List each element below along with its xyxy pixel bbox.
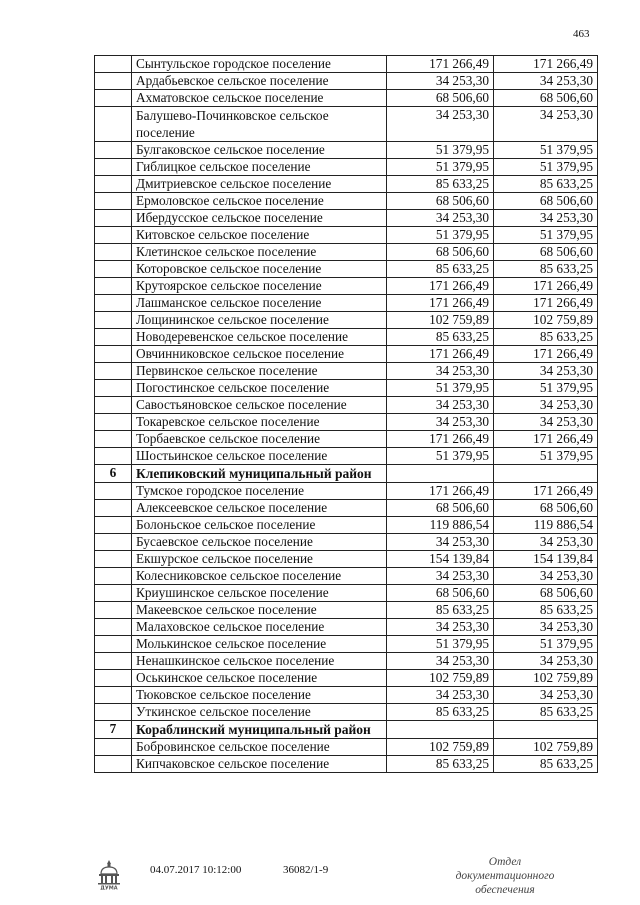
allocation-value-2: 85 633,25 bbox=[494, 176, 598, 193]
allocation-value-1: 171 266,49 bbox=[387, 431, 494, 448]
settlement-name: Тюковское сельское поселение bbox=[132, 687, 387, 704]
allocation-value-1: 68 506,60 bbox=[387, 193, 494, 210]
settlement-name: Алексеевское сельское поселение bbox=[132, 500, 387, 517]
settlement-name: Погостинское сельское поселение bbox=[132, 380, 387, 397]
allocation-value-2: 85 633,25 bbox=[494, 602, 598, 619]
allocation-value-2: 171 266,49 bbox=[494, 278, 598, 295]
settlement-row bbox=[95, 142, 598, 159]
row-number bbox=[95, 585, 132, 602]
settlement-row bbox=[95, 176, 598, 193]
allocation-value-1: 34 253,30 bbox=[387, 73, 494, 90]
allocation-table-body bbox=[95, 56, 598, 773]
allocation-value-2: 68 506,60 bbox=[494, 244, 598, 261]
settlement-name: Ненашкинское сельское поселение bbox=[132, 653, 387, 670]
allocation-value-2: 34 253,30 bbox=[494, 414, 598, 431]
row-number bbox=[95, 244, 132, 261]
settlement-row bbox=[95, 687, 598, 704]
district-name: Кораблинский муниципальный район bbox=[132, 721, 387, 739]
row-number bbox=[95, 210, 132, 227]
settlement-name: Бусаевское сельское поселение bbox=[132, 534, 387, 551]
settlement-name: Уткинское сельское поселение bbox=[132, 704, 387, 721]
allocation-value-2: 171 266,49 bbox=[494, 56, 598, 73]
settlement-row bbox=[95, 517, 598, 534]
settlement-name: Оськинское сельское поселение bbox=[132, 670, 387, 687]
allocation-value-1: 34 253,30 bbox=[387, 653, 494, 670]
settlement-row bbox=[95, 278, 598, 295]
settlement-row bbox=[95, 756, 598, 773]
settlement-name: Сынтульское городское поселение bbox=[132, 56, 387, 73]
settlement-row bbox=[95, 670, 598, 687]
settlement-row bbox=[95, 431, 598, 448]
allocation-value-1: 34 253,30 bbox=[387, 534, 494, 551]
settlement-name: Овчинниковское сельское поселение bbox=[132, 346, 387, 363]
allocation-value-2: 102 759,89 bbox=[494, 670, 598, 687]
allocation-value-2: 51 379,95 bbox=[494, 227, 598, 244]
allocation-value-2: 51 379,95 bbox=[494, 380, 598, 397]
settlement-row bbox=[95, 585, 598, 602]
settlement-name: Шостьинское сельское поселение bbox=[132, 448, 387, 465]
allocation-value-2: 102 759,89 bbox=[494, 312, 598, 329]
footer-document-number: 36082/1-9 bbox=[283, 864, 329, 876]
allocation-value-1: 68 506,60 bbox=[387, 90, 494, 107]
department-stamp: Отдел документационного обеспечения bbox=[455, 856, 555, 896]
row-number bbox=[95, 312, 132, 329]
allocation-value-2: 34 253,30 bbox=[494, 687, 598, 704]
settlement-row bbox=[95, 636, 598, 653]
settlement-name: Тумское городское поселение bbox=[132, 483, 387, 500]
allocation-value-2: 34 253,30 bbox=[494, 107, 598, 142]
row-number bbox=[95, 414, 132, 431]
row-number bbox=[95, 534, 132, 551]
row-number bbox=[95, 687, 132, 704]
settlement-name: Крутоярское сельское поселение bbox=[132, 278, 387, 295]
settlement-name: Молькинское сельское поселение bbox=[132, 636, 387, 653]
settlement-row bbox=[95, 602, 598, 619]
row-number bbox=[95, 670, 132, 687]
row-number bbox=[95, 346, 132, 363]
allocation-value-1: 102 759,89 bbox=[387, 312, 494, 329]
settlement-name: Клетинское сельское поселение bbox=[132, 244, 387, 261]
allocation-value-2: 34 253,30 bbox=[494, 397, 598, 414]
allocation-value-1: 34 253,30 bbox=[387, 687, 494, 704]
settlement-row bbox=[95, 414, 598, 431]
allocation-value-1: 34 253,30 bbox=[387, 568, 494, 585]
settlement-name: Савостьяновское сельское поселение bbox=[132, 397, 387, 414]
allocation-value-2: 102 759,89 bbox=[494, 739, 598, 756]
allocation-value-1 bbox=[387, 465, 494, 483]
allocation-value-1: 102 759,89 bbox=[387, 670, 494, 687]
settlement-row bbox=[95, 380, 598, 397]
district-row bbox=[95, 721, 598, 739]
allocation-value-2 bbox=[494, 721, 598, 739]
allocation-value-2: 85 633,25 bbox=[494, 704, 598, 721]
allocation-value-2: 34 253,30 bbox=[494, 210, 598, 227]
allocation-value-2: 154 139,84 bbox=[494, 551, 598, 568]
allocation-value-2: 34 253,30 bbox=[494, 568, 598, 585]
row-number bbox=[95, 551, 132, 568]
row-number bbox=[95, 261, 132, 278]
duma-logo-icon bbox=[96, 858, 122, 890]
allocation-value-2: 85 633,25 bbox=[494, 261, 598, 278]
settlement-name: Китовское сельское поселение bbox=[132, 227, 387, 244]
settlement-row bbox=[95, 244, 598, 261]
row-number bbox=[95, 431, 132, 448]
footer-datetime: 04.07.2017 10:12:00 bbox=[150, 864, 242, 876]
allocation-value-1: 85 633,25 bbox=[387, 756, 494, 773]
row-number bbox=[95, 90, 132, 107]
allocation-value-1: 85 633,25 bbox=[387, 176, 494, 193]
row-number bbox=[95, 500, 132, 517]
settlement-row bbox=[95, 568, 598, 585]
settlement-name: Которовское сельское поселение bbox=[132, 261, 387, 278]
allocation-value-2: 34 253,30 bbox=[494, 534, 598, 551]
row-number bbox=[95, 704, 132, 721]
settlement-name: Первинское сельское поселение bbox=[132, 363, 387, 380]
settlement-row bbox=[95, 448, 598, 465]
allocation-value-1: 119 886,54 bbox=[387, 517, 494, 534]
allocation-value-2: 171 266,49 bbox=[494, 295, 598, 312]
allocation-value-1: 171 266,49 bbox=[387, 56, 494, 73]
allocation-value-1: 51 379,95 bbox=[387, 636, 494, 653]
allocation-value-2: 34 253,30 bbox=[494, 653, 598, 670]
row-number bbox=[95, 397, 132, 414]
settlement-name: Гиблицкое сельское поселение bbox=[132, 159, 387, 176]
settlement-name: Макеевское сельское поселение bbox=[132, 602, 387, 619]
allocation-value-1: 85 633,25 bbox=[387, 704, 494, 721]
allocation-value-2 bbox=[494, 465, 598, 483]
settlement-name: Новодеревенское сельское поселение bbox=[132, 329, 387, 346]
row-number bbox=[95, 756, 132, 773]
allocation-value-1: 34 253,30 bbox=[387, 210, 494, 227]
settlement-name: Лашманское сельское поселение bbox=[132, 295, 387, 312]
settlement-row bbox=[95, 159, 598, 176]
allocation-value-2: 34 253,30 bbox=[494, 363, 598, 380]
allocation-value-2: 34 253,30 bbox=[494, 73, 598, 90]
allocation-value-2: 51 379,95 bbox=[494, 159, 598, 176]
allocation-value-1: 85 633,25 bbox=[387, 261, 494, 278]
settlement-name: Ибердусское сельское поселение bbox=[132, 210, 387, 227]
district-name: Клепиковский муниципальный район bbox=[132, 465, 387, 483]
row-number bbox=[95, 653, 132, 670]
settlement-row bbox=[95, 346, 598, 363]
settlement-row bbox=[95, 551, 598, 568]
row-number bbox=[95, 636, 132, 653]
settlement-row bbox=[95, 227, 598, 244]
settlement-row bbox=[95, 312, 598, 329]
settlement-name: Ардабьевское сельское поселение bbox=[132, 73, 387, 90]
settlement-row bbox=[95, 295, 598, 312]
settlement-row bbox=[95, 653, 598, 670]
allocation-value-1: 171 266,49 bbox=[387, 346, 494, 363]
allocation-value-1: 51 379,95 bbox=[387, 227, 494, 244]
row-number bbox=[95, 56, 132, 73]
page-footer bbox=[0, 850, 640, 905]
settlement-row bbox=[95, 73, 598, 90]
allocation-value-2: 68 506,60 bbox=[494, 585, 598, 602]
settlement-name: Колесниковское сельское поселение bbox=[132, 568, 387, 585]
settlement-row bbox=[95, 739, 598, 756]
row-number bbox=[95, 363, 132, 380]
settlement-row bbox=[95, 483, 598, 500]
allocation-value-1: 34 253,30 bbox=[387, 414, 494, 431]
settlement-name: Булгаковское сельское поселение bbox=[132, 142, 387, 159]
allocation-value-1: 51 379,95 bbox=[387, 448, 494, 465]
duma-logo-text: ДУМА bbox=[100, 885, 118, 890]
allocation-value-1: 51 379,95 bbox=[387, 142, 494, 159]
row-number bbox=[95, 193, 132, 210]
allocation-value-1: 85 633,25 bbox=[387, 329, 494, 346]
settlement-name: Криушинское сельское поселение bbox=[132, 585, 387, 602]
allocation-value-2: 68 506,60 bbox=[494, 500, 598, 517]
allocation-value-1: 34 253,30 bbox=[387, 397, 494, 414]
row-number bbox=[95, 483, 132, 500]
row-number bbox=[95, 602, 132, 619]
allocation-value-1: 171 266,49 bbox=[387, 483, 494, 500]
settlement-name: Ахматовское сельское поселение bbox=[132, 90, 387, 107]
settlement-row bbox=[95, 193, 598, 210]
settlement-name: Бобровинское сельское поселение bbox=[132, 739, 387, 756]
row-number bbox=[95, 107, 132, 142]
allocation-value-1: 68 506,60 bbox=[387, 585, 494, 602]
allocation-value-2: 51 379,95 bbox=[494, 636, 598, 653]
settlement-row bbox=[95, 90, 598, 107]
settlement-name: Торбаевское сельское поселение bbox=[132, 431, 387, 448]
row-number bbox=[95, 227, 132, 244]
allocation-value-1: 154 139,84 bbox=[387, 551, 494, 568]
row-number bbox=[95, 142, 132, 159]
allocation-value-1 bbox=[387, 721, 494, 739]
settlement-row bbox=[95, 397, 598, 414]
row-number bbox=[95, 159, 132, 176]
allocation-value-2: 51 379,95 bbox=[494, 142, 598, 159]
row-number bbox=[95, 380, 132, 397]
row-number bbox=[95, 295, 132, 312]
allocation-value-2: 68 506,60 bbox=[494, 90, 598, 107]
settlement-name: Кипчаковское сельское поселение bbox=[132, 756, 387, 773]
settlement-name: Болоньское сельское поселение bbox=[132, 517, 387, 534]
allocation-value-2: 34 253,30 bbox=[494, 619, 598, 636]
settlement-name: Екшурское сельское поселение bbox=[132, 551, 387, 568]
allocation-value-2: 119 886,54 bbox=[494, 517, 598, 534]
settlement-row bbox=[95, 619, 598, 636]
allocation-value-1: 102 759,89 bbox=[387, 739, 494, 756]
row-number bbox=[95, 568, 132, 585]
district-row bbox=[95, 465, 598, 483]
settlement-row bbox=[95, 261, 598, 278]
row-number bbox=[95, 176, 132, 193]
allocation-value-1: 68 506,60 bbox=[387, 500, 494, 517]
row-number bbox=[95, 517, 132, 534]
row-number bbox=[95, 448, 132, 465]
allocation-value-2: 51 379,95 bbox=[494, 448, 598, 465]
allocation-value-2: 171 266,49 bbox=[494, 431, 598, 448]
settlement-row bbox=[95, 704, 598, 721]
allocation-value-1: 34 253,30 bbox=[387, 363, 494, 380]
allocation-value-1: 51 379,95 bbox=[387, 159, 494, 176]
row-number bbox=[95, 73, 132, 90]
settlement-row bbox=[95, 500, 598, 517]
row-number bbox=[95, 619, 132, 636]
allocation-value-1: 85 633,25 bbox=[387, 602, 494, 619]
allocation-value-2: 171 266,49 bbox=[494, 346, 598, 363]
allocation-value-1: 34 253,30 bbox=[387, 107, 494, 142]
row-number bbox=[95, 329, 132, 346]
row-number bbox=[95, 739, 132, 756]
settlement-name: Балушево-Починковское сельское поселение bbox=[132, 107, 387, 142]
settlement-name: Ермоловское сельское поселение bbox=[132, 193, 387, 210]
settlement-name: Дмитриевское сельское поселение bbox=[132, 176, 387, 193]
row-number: 6 bbox=[95, 465, 132, 483]
settlement-row bbox=[95, 329, 598, 346]
allocation-value-2: 68 506,60 bbox=[494, 193, 598, 210]
row-number: 7 bbox=[95, 721, 132, 739]
allocation-value-2: 85 633,25 bbox=[494, 756, 598, 773]
allocation-value-2: 171 266,49 bbox=[494, 483, 598, 500]
allocation-table bbox=[94, 55, 598, 773]
page-number: 463 bbox=[573, 28, 590, 40]
settlement-row bbox=[95, 56, 598, 73]
settlement-row bbox=[95, 107, 598, 142]
allocation-value-1: 34 253,30 bbox=[387, 619, 494, 636]
allocation-value-1: 68 506,60 bbox=[387, 244, 494, 261]
row-number bbox=[95, 278, 132, 295]
settlement-row bbox=[95, 534, 598, 551]
settlement-row bbox=[95, 363, 598, 380]
settlement-name: Токаревское сельское поселение bbox=[132, 414, 387, 431]
allocation-value-1: 171 266,49 bbox=[387, 278, 494, 295]
allocation-value-1: 171 266,49 bbox=[387, 295, 494, 312]
allocation-value-2: 85 633,25 bbox=[494, 329, 598, 346]
settlement-name: Лощининское сельское поселение bbox=[132, 312, 387, 329]
settlement-row bbox=[95, 210, 598, 227]
allocation-value-1: 51 379,95 bbox=[387, 380, 494, 397]
settlement-name: Малаховское сельское поселение bbox=[132, 619, 387, 636]
